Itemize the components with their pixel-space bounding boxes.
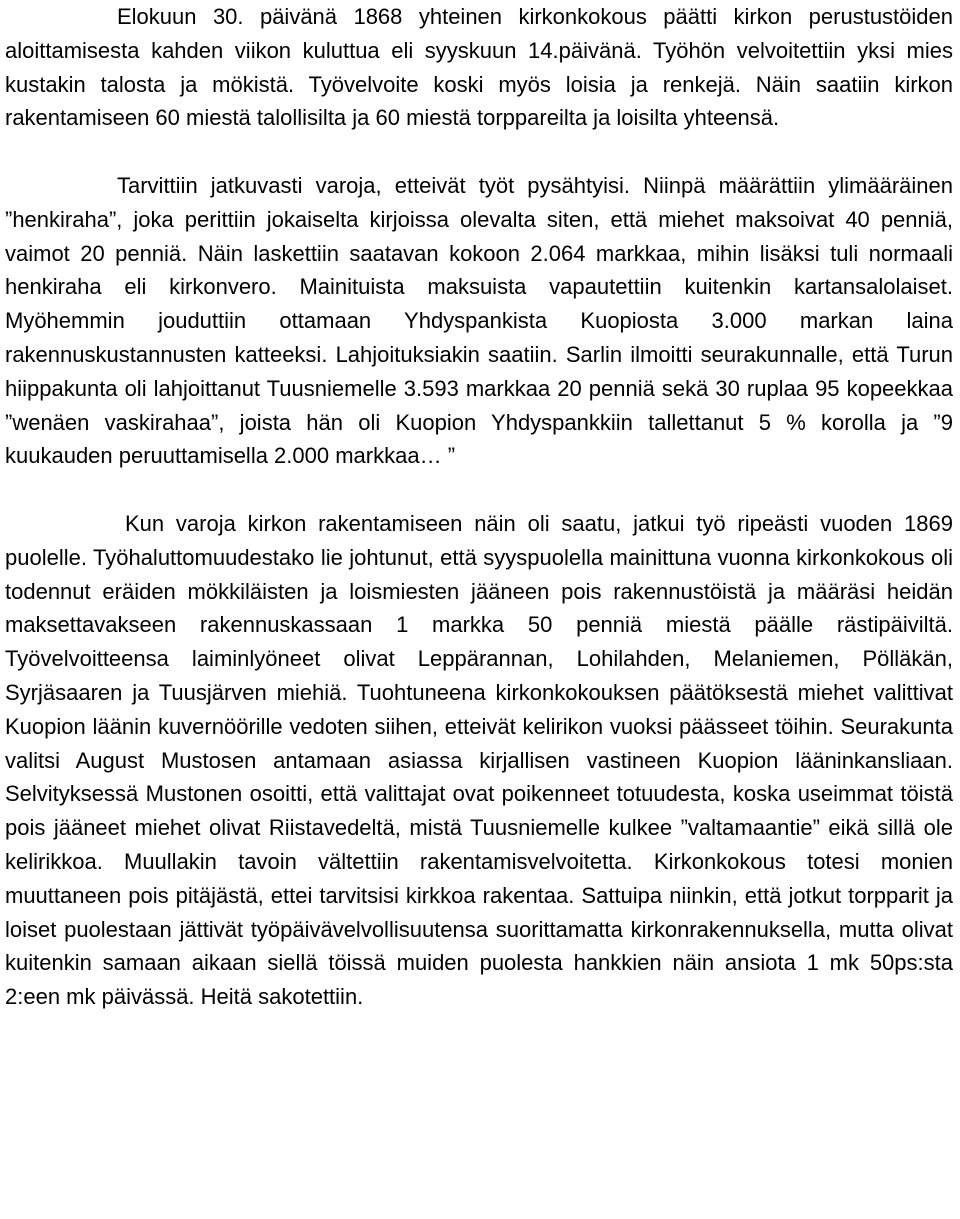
paragraph-construction-start: Elokuun 30. päivänä 1868 yhteinen kirkonkokous päätti kirkon perustustöiden aloittamisesta kahden viikon kuluttua eli syyskuun 14.päivänä. Työhön velvoitettiin yksi mies kustakin talosta ja mökistä. Työvelvoite koski myös loisia ja renkejä. Näin saatiin kirkon rakentamiseen 60 miestä talollisilta ja 60 miestä torppareilta ja loisilta yhteensä. [5,4,953,131]
paragraph-work-progress: Kun varoja kirkon rakentamiseen näin oli saatu, jatkui työ ripeästi vuoden 1869 puolelle. Työhaluttomuudestako lie johtunut, että syyspuolella mainittuna vuonna kirkonkokous oli todennut eräiden mökkiläisten ja loismiesten jääneen pois rakennustöistä ja määräsi heidän maksettavakseen rakennuskassaan 1 markka 50 penniä miestä päälle rästipäiviltä. Työvelvoitteensa laiminlyöneet olivat Leppärannan, Lohilahden, Melaniemen, Pölläkän, Syrjäsaaren ja Tuusjärven miehiä. Tuohtuneena kirkonkokouksen päätöksestä miehet valittivat Kuopion läänin kuvernöörille vedoten siihen, etteivät kelirikon vuoksi päässeet töihin. Seurakunta valitsi August Mustosen antamaan asiassa kirjallisen vastineen Kuopion lääninkansliaan. Selvityksessä Mustonen osoitti, että valittajat ovat poikenneet totuudesta, koska useimmat töistä pois jääneet miehet olivat Riistavedeltä, mistä Tuusniemelle kulkee ”valtamaantie” eikä sillä ole kelirikkoa. Muullakin tavoin vältettiin rakentamisvelvoitetta. Kirkonkokous totesi monien muuttaneen pois pitäjästä, ettei tarvitsisi kirkkoa rakentaa. Sattuipa niinkin, että jotkut torpparit ja loiset puolestaan jättivät työpäivävelvollisuutensa suorittamatta kirkonrakennuksella, mutta olivat kuitenkin samaan aikaan siellä töissä muiden puolesta hankkien näin ansiota 1 mk 50ps:sta 2:een mk päivässä. Heitä sakotettiin. [5,510,953,1010]
paragraph-funding: Tarvittiin jatkuvasti varoja, etteivät työt pysähtyisi. Niinpä määrättiin ylimääräinen ”henkiraha”, joka perittiin jokaiselta kirjoissa olevalta siten, että miehet maksoivat 40 penniä, vaimot 20 penniä. Näin laskettiin saatavan kokoon 2.064 markkaa, mihin lisäksi tuli normaali henkiraha eli kirkonvero. Mainituista maksuista vapautettiin kuitenkin kartansalolaiset. Myöhemmin jouduttiin ottamaan Yhdyspankista Kuopiosta 3.000 markan laina rakennuskustannusten katteeksi. Lahjoituksiakin saatiin. Sarlin ilmoitti seurakunnalle, että Turun hiippakunta oli lahjoittanut Tuusniemelle 3.593 markkaa 20 penniä sekä 30 ruplaa 95 kopeekkaa ”wenäen vaskirahaa”, joista hän oli Kuopion Yhdyspankkiin tallettanut 5 % korolla ja ”9 kuukauden peruuttamisella 2.000 markkaa… ” [5,172,953,469]
document-page [5,0,953,1014]
